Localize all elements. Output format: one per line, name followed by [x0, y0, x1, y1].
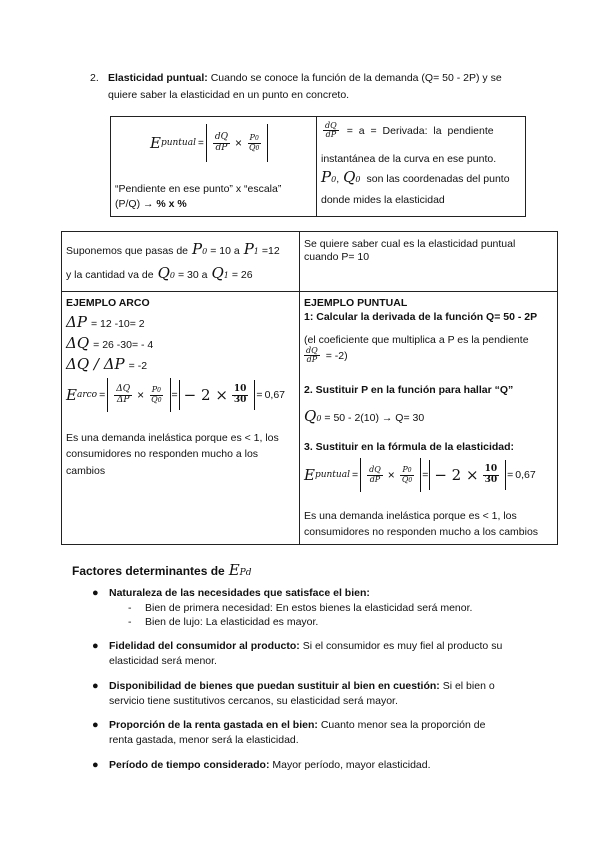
assume-q1: Q: [211, 264, 224, 282]
derivative-explanation: [321, 122, 494, 140]
bullet-icon: ●: [92, 640, 99, 652]
delta-q-value: = 26 -30= - 4: [93, 339, 154, 351]
arc-num10: 10: [233, 384, 247, 395]
assume-text-f: = 26: [231, 269, 253, 281]
intro-line-1: [108, 72, 502, 84]
factor-2-text-2: elasticidad será menor.: [109, 655, 217, 667]
frac-p-sub: 0: [254, 135, 259, 143]
factor-5-text: Mayor período, mayor elasticidad.: [272, 759, 431, 771]
step1-dq: dQ: [306, 346, 318, 355]
pt-abs-bars: $\frac{dQ}{dP}$ × $\frac{P0}{Q0}$: [360, 458, 421, 492]
frac-p: P: [249, 133, 255, 143]
assume-p1-sub: 1: [253, 247, 259, 256]
caption-percent: % x %: [156, 198, 187, 210]
arc-elasticity-formula: E arco = $\frac{\Delta Q}{\Delta P}$ × $\frac{P0}{Q0}$ = − 2 × $\frac{10}{30}$ = 0,67: [66, 378, 285, 412]
step2-q-sub: 0: [316, 414, 322, 423]
factor-4-title: Proporción de la renta gastada en el bien:: [109, 719, 318, 731]
coord-text: son las coordenadas del punto: [366, 173, 510, 185]
caption-ratio: (P/Q) →: [115, 198, 157, 210]
pt-q0: Q: [401, 474, 409, 484]
factors-e-sub: Pd: [239, 568, 252, 578]
assumption-line-1: [66, 240, 280, 258]
e-subscript: puntual: [160, 138, 196, 148]
arc-e-symbol: E: [66, 386, 77, 404]
pt-e-symbol: E: [304, 466, 315, 484]
delta-p-value: = 12 -10= 2: [90, 318, 145, 330]
point-conclusion: [304, 509, 554, 541]
arc-den30: 30: [233, 394, 247, 405]
subfactor-1: Bien de primera necesidad: En estos bienes la elasticidad será menor.: [145, 602, 473, 614]
arc-e-sub: arco: [76, 390, 98, 400]
delta-p-symbol: ΔP: [66, 313, 87, 331]
coord-p: P: [321, 168, 332, 186]
factors-title-text: Factores determinantes de: [72, 564, 225, 578]
pt-e-sub: puntual: [314, 470, 350, 480]
factor-5-title: Período de tiempo considerado:: [109, 759, 270, 771]
section-number: 2.: [90, 72, 99, 84]
factor-4-text-2: renta gastada, menor será la elasticidad.: [109, 734, 299, 746]
factor-3-text-2: servicio tiene sustitutivos cercanos, su elasticidad será mayor.: [109, 695, 398, 707]
arc-delta-p: [66, 313, 145, 331]
point-step-1-derivative: [304, 347, 348, 365]
frac-q-sub: 0: [255, 144, 260, 152]
delta-q-symbol: ΔQ: [66, 334, 90, 352]
pt-mid: − 2 ×: [434, 466, 479, 484]
arc-frac-num: ΔQ: [116, 384, 131, 395]
step1-value: = -2): [325, 349, 348, 362]
pt-dp: dP: [369, 474, 381, 484]
factors-title: [72, 561, 252, 579]
coord-q-sub: 0: [355, 175, 361, 184]
pt-result: 0,67: [515, 469, 536, 481]
arc-abs-bars-2: [179, 380, 256, 410]
factor-5: [109, 759, 431, 771]
assume-q1-sub: 1: [223, 271, 229, 280]
assume-text-d: y la cantidad va de: [66, 269, 154, 281]
dash-icon: -: [128, 616, 132, 628]
pt-conclusion-1: Es una demanda inelástica porque es < 1, los: [304, 510, 517, 522]
assume-text-b: = 10 a: [210, 245, 240, 257]
frac-q: Q: [248, 142, 256, 152]
factors-e-symbol: E: [228, 561, 240, 579]
step2-q: Q: [304, 407, 317, 425]
factor-2-text: Si el consumidor es muy fiel al producto su: [302, 640, 503, 652]
frac-dq: dQ: [214, 132, 228, 143]
arc-ratio: [66, 355, 147, 373]
derivative-text: = a = Derivada: la pendiente: [346, 124, 494, 137]
bullet-icon: ●: [92, 719, 99, 731]
arc-heading: EJEMPLO ARCO: [66, 297, 150, 309]
subfactor-2: Bien de lujo: La elasticidad es mayor.: [145, 616, 319, 628]
step2-value: = 50 - 2(10) → Q= 30: [324, 412, 425, 424]
assume-p1: P: [243, 240, 254, 258]
point-elasticity-formula: [150, 124, 268, 162]
factor-4-text: Cuanto menor sea la proporción de: [320, 719, 486, 731]
arc-conclusion: [66, 430, 294, 479]
arc-conclusion-1: Es una demanda inelástica porque es < 1, los: [66, 432, 279, 444]
arc-result: 0,67: [264, 389, 285, 401]
arc-frac-den: ΔP: [116, 394, 130, 405]
coord-q: Q: [343, 168, 356, 186]
arc-p0-sub: 0: [157, 387, 161, 395]
assume-q0: Q: [157, 264, 170, 282]
pt-p0-sub: 0: [407, 467, 412, 475]
formula-caption-1: “Pendiente en ese punto” x “escala”: [115, 183, 282, 195]
assume-p0: P: [192, 240, 203, 258]
intro-title: Elasticidad puntual:: [108, 72, 208, 84]
factor-4: [109, 719, 485, 731]
arc-mid: − 2 ×: [183, 386, 228, 404]
derivative-text-2: instantánea de la curva en ese punto.: [321, 153, 497, 165]
step1-dp: dP: [306, 355, 318, 365]
deriv-dp: dP: [325, 130, 337, 140]
pt-num10: 10: [484, 464, 498, 475]
assume-p0-sub: 0: [202, 247, 208, 256]
intro-text-2: quiere saber la elasticidad en un punto en concreto.: [108, 89, 350, 101]
arc-q0: Q: [151, 394, 158, 404]
abs-value-bars: [206, 124, 269, 162]
assumption-line-2: [66, 264, 253, 282]
arc-p0: P: [151, 385, 158, 395]
deriv-dq: dQ: [325, 121, 337, 130]
arc-abs-bars: $\frac{\Delta Q}{\Delta P}$ × $\frac{P0}{Q0}$: [107, 378, 170, 412]
assume-text-e: = 30 a: [177, 269, 208, 281]
intro-text-1: Cuando se conoce la función de la demanda (Q= 50 - 2P) y se: [210, 72, 502, 84]
equals-sign: =: [197, 137, 204, 149]
coordinates-line-2: donde mides la elasticidad: [321, 194, 445, 206]
frac-dp: dP: [215, 142, 228, 153]
dash-icon: -: [128, 602, 132, 614]
question-line-2: cuando P= 10: [304, 251, 370, 263]
factor-3-title: Disponibilidad de bienes que puedan sustituir al bien en cuestión:: [109, 680, 440, 692]
bullet-icon: ●: [92, 680, 99, 692]
factor-2: [109, 640, 502, 652]
pt-dq: dQ: [369, 465, 381, 475]
factor-1: Naturaleza de las necesidades que satisface el bien:: [109, 587, 370, 599]
pt-p0: P: [402, 465, 408, 475]
point-step-2-calc: [304, 407, 424, 425]
question-line-1: Se quiere saber cual es la elasticidad puntual: [304, 238, 516, 250]
arc-delta-q: [66, 334, 153, 352]
bullet-icon: ●: [92, 587, 99, 599]
arc-conclusion-2: consumidores no responden mucho a los: [66, 448, 259, 461]
pt-den30: 30: [484, 474, 498, 485]
pt-conclusion-2: consumidores no responden mucho a los cambios: [304, 525, 539, 538]
pt-q0-sub: 0: [408, 476, 413, 484]
ratio-value: = -2: [128, 360, 148, 372]
point-step-2: 2. Sustituir P en la función para hallar “Q”: [304, 384, 514, 396]
formula-caption-2: [115, 198, 187, 210]
pt-abs-bars-2: [429, 460, 506, 490]
times-sign: ×: [234, 136, 242, 150]
assume-text-c: =12: [261, 245, 280, 257]
point-elasticity-calc: E puntual = $\frac{dQ}{dP}$ × $\frac{P0}{Q0}$ = − 2 × $\frac{10}{30}$ = 0,67: [304, 458, 536, 492]
bullet-icon: ●: [92, 759, 99, 771]
coord-comma: ,: [336, 173, 340, 185]
point-step-1-note: (el coeficiente que multiplica a P es la pendiente: [304, 334, 529, 346]
factor-3: [109, 680, 495, 692]
arc-q0-sub: 0: [157, 396, 162, 404]
coordinates-line: [321, 168, 510, 186]
assume-text-a: Suponemos que pasas de: [66, 245, 189, 257]
coord-p-sub: 0: [331, 175, 337, 184]
ratio-symbol: ΔQ / ΔP: [66, 355, 125, 373]
factor-3-text: Si el bien o: [442, 680, 495, 692]
factor-2-title: Fidelidad del consumidor al producto:: [109, 640, 300, 652]
point-heading: EJEMPLO PUNTUAL: [304, 297, 408, 309]
point-step-3: 3. Sustituir en la fórmula de la elasticidad:: [304, 441, 515, 453]
assume-q0-sub: 0: [169, 271, 175, 280]
point-step-1: 1: Calcular la derivada de la función Q= 50 - 2P: [304, 311, 538, 323]
arc-conclusion-3: cambios: [66, 464, 106, 477]
e-symbol: E: [150, 134, 161, 152]
